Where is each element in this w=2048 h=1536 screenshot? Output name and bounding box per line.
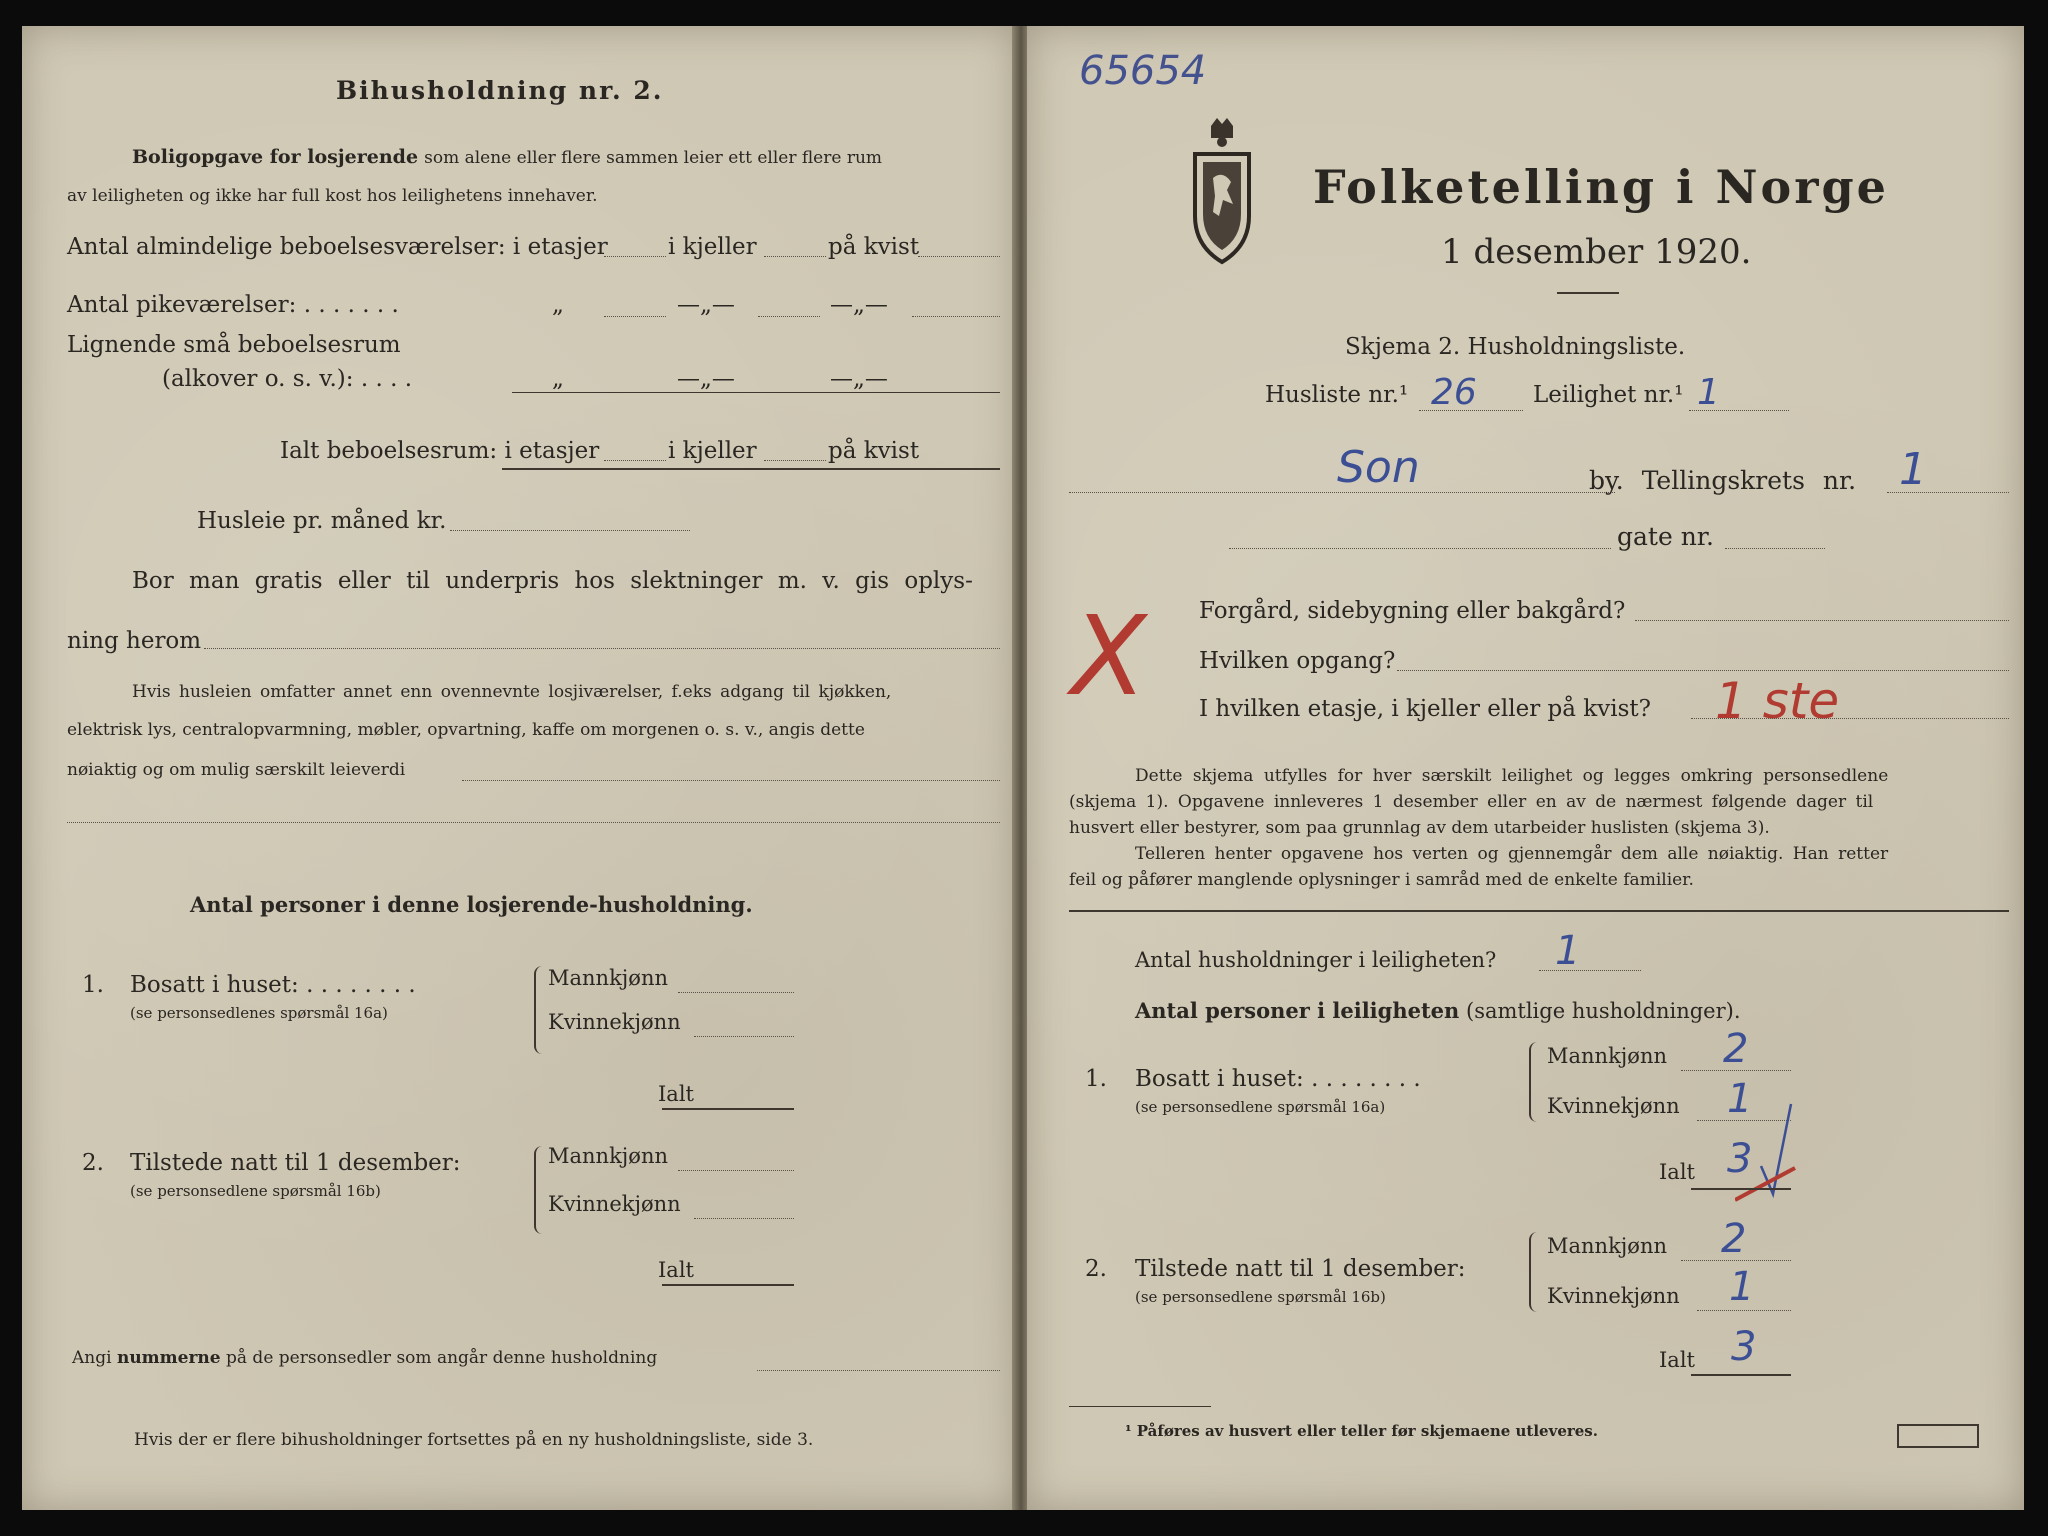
left-bosatt-label: Bosatt i huset: . . . . . . . . <box>130 972 416 998</box>
pike-ditto-2: —„— <box>677 292 735 318</box>
husliste-label: Husliste nr.¹ <box>1265 382 1409 408</box>
ialt-kjeller-label: i kjeller <box>668 438 757 464</box>
left-tilstede-sub: (se personsedlene spørsmål 16b) <box>130 1182 381 1200</box>
rooms-etasjer-line <box>604 256 666 257</box>
right-bosatt-ialt-label: Ialt <box>1659 1160 1695 1184</box>
left-tilstede-ialt-line <box>662 1284 794 1286</box>
pike-ditto-1: „ <box>552 292 564 318</box>
title-rule <box>1557 292 1619 294</box>
persons-rest: (samtlige husholdninger). <box>1466 999 1741 1023</box>
leilighet-label: Leilighet nr.¹ <box>1533 382 1684 408</box>
rooms-kvist-line <box>918 256 1000 257</box>
rooms-kjeller-label: i kjeller <box>668 234 757 260</box>
gate-nr-line <box>1725 548 1825 549</box>
right-tilstede-mann-line <box>1681 1260 1791 1261</box>
left-tilstede-kvinne-label: Kvinnekjønn <box>548 1192 681 1216</box>
right-tilstede-brace <box>1529 1232 1541 1312</box>
right-page <box>1027 26 2024 1510</box>
leilighet-line <box>1689 410 1789 411</box>
persons-heading <box>1135 998 1741 1023</box>
lignende-underline <box>512 392 1000 393</box>
opgang-line <box>1397 670 2009 671</box>
city-line <box>1069 492 1615 493</box>
bor-line <box>204 648 1000 649</box>
left-bosatt-kvinne-line <box>694 1036 794 1037</box>
angi-post: på de personsedler som angår denne husholdning <box>226 1348 658 1368</box>
etasje-line <box>1691 718 2009 719</box>
gate-label: gate nr. <box>1617 522 1714 551</box>
lignende-ditto-3: —„— <box>830 366 888 392</box>
left-tilstede-num: 2. <box>82 1150 104 1176</box>
antal-hush-label: Antal husholdninger i leiligheten? <box>1135 948 1497 972</box>
rooms-label: Antal almindelige beboelsesværelser: i etasjer <box>67 234 608 260</box>
lignende-line-2: (alkover o. s. v.): . . . . <box>162 366 413 392</box>
bor-line-2: ning herom <box>67 628 202 654</box>
rooms-kvist-label: på kvist <box>828 234 920 260</box>
angi-line-fill <box>757 1370 1000 1371</box>
right-tilstede-ialt-line <box>1691 1374 1791 1376</box>
by-tellingskrets-label: by. Tellingskrets nr. <box>1589 466 1857 495</box>
footnote-rule <box>1069 1406 1211 1407</box>
left-persons-heading: Antal personer i denne losjerende-husholdning. <box>190 892 753 917</box>
ialt-rooms-label: Ialt beboelsesrum: i etasjer <box>280 438 600 464</box>
intro-line-1 <box>132 146 882 168</box>
right-tilstede-num: 2. <box>1085 1256 1107 1282</box>
right-bosatt-mann-value: 2 <box>1723 1026 1749 1072</box>
right-bosatt-brace <box>1529 1042 1541 1122</box>
pike-line-3 <box>912 316 1000 317</box>
bor-line-1: Bor man gratis eller til underpris hos slektninger m. v. gis oplys- <box>132 568 973 594</box>
right-bosatt-ialt-line <box>1691 1188 1791 1190</box>
city-value: Son <box>1337 442 1420 493</box>
right-bosatt-sub: (se personsedlene spørsmål 16a) <box>1135 1098 1386 1116</box>
left-bosatt-mann-line <box>678 992 794 993</box>
antal-hush-value: 1 <box>1555 928 1581 974</box>
info-line-3: husvert eller bestyrer, som paa grunnlag av dem utarbeider huslisten (skjema 3). <box>1069 818 1770 838</box>
left-bosatt-brace <box>534 966 546 1054</box>
forgard-label: Forgård, sidebygning eller bakgård? <box>1199 598 1626 624</box>
right-tilstede-kvinne-line <box>1697 1310 1791 1311</box>
ialt-kvist-label: på kvist <box>828 438 920 464</box>
rooms-kjeller-line <box>764 256 826 257</box>
persons-bold: Antal personer i leiligheten <box>1135 998 1460 1023</box>
info-line-5: feil og påfører manglende oplysninger i samråd med de enkelte familier. <box>1069 870 1694 890</box>
hvis-line-3: nøiaktig og om mulig særskilt leieverdi <box>67 760 406 780</box>
left-bosatt-ialt-line <box>662 1108 794 1110</box>
pike-ditto-3: —„— <box>830 292 888 318</box>
left-tilstede-ialt-label: Ialt <box>658 1258 694 1282</box>
right-bosatt-kvinne-value: 1 <box>1727 1076 1753 1122</box>
angi-line <box>72 1348 657 1368</box>
pike-line-2 <box>758 316 820 317</box>
right-tilstede-sub: (se personsedlene spørsmål 16b) <box>1135 1288 1386 1306</box>
opgang-label: Hvilken opgang? <box>1199 648 1396 674</box>
coat-of-arms-icon <box>1189 116 1255 266</box>
right-bosatt-mann-label: Mannkjønn <box>1547 1044 1668 1068</box>
left-tilstede-mann-line <box>678 1170 794 1171</box>
hvis-line-1: Hvis husleien omfatter annet enn ovennevnte losjiværelser, f.eks adgang til kjøkken, <box>132 682 892 702</box>
left-bosatt-kvinne-label: Kvinnekjønn <box>548 1010 681 1034</box>
right-bosatt-num: 1. <box>1085 1066 1107 1092</box>
husliste-line <box>1419 410 1523 411</box>
intro-line-2: av leiligheten og ikke har full kost hos leilighetens innehaver. <box>67 186 598 206</box>
right-bosatt-mann-line <box>1681 1070 1791 1071</box>
husleie-line <box>450 530 690 531</box>
right-bosatt-label: Bosatt i huset: . . . . . . . . <box>1135 1066 1421 1092</box>
right-tilstede-mann-label: Mannkjønn <box>1547 1234 1668 1258</box>
left-tilstede-label: Tilstede natt til 1 desember: <box>130 1150 461 1176</box>
forgard-line <box>1635 620 2009 621</box>
left-bosatt-num: 1. <box>82 972 104 998</box>
hvis-extra-line <box>67 822 1000 823</box>
ialt-rooms-underline <box>502 468 1000 470</box>
red-check-mark: X <box>1071 592 1147 720</box>
right-tilstede-ialt-value: 3 <box>1731 1324 1757 1370</box>
right-bosatt-kvinne-label: Kvinnekjønn <box>1547 1094 1680 1118</box>
left-bosatt-sub: (se personsedlenes spørsmål 16a) <box>130 1004 388 1022</box>
schema-label: Skjema 2. Husholdningsliste. <box>1345 334 1686 360</box>
antal-hush-line <box>1539 970 1641 971</box>
left-bosatt-mann-label: Mannkjønn <box>548 966 669 990</box>
right-title: Folketelling i Norge <box>1313 160 1889 214</box>
pike-line-1 <box>604 316 666 317</box>
archive-number: 65654 <box>1079 48 1207 94</box>
right-tilstede-ialt-label: Ialt <box>1659 1348 1695 1372</box>
angi-pre: Angi <box>72 1348 112 1368</box>
left-bosatt-ialt-label: Ialt <box>658 1082 694 1106</box>
footnote: ¹ Påføres av husvert eller teller før skjemaene utleveres. <box>1125 1422 1598 1440</box>
left-tilstede-brace <box>534 1146 546 1234</box>
lignende-line-1: Lignende små beboelsesrum <box>67 332 401 358</box>
intro-bold: Boligopgave for losjerende <box>132 146 419 168</box>
info-line-1: Dette skjema utfylles for hver særskilt leilighet og legges omkring personsedlene <box>1135 766 1889 786</box>
husleie-label: Husleie pr. måned kr. <box>197 508 447 534</box>
hvis-line-2: elektrisk lys, centralopvarmning, møbler, opvartning, kaffe om morgenen o. s. v., angis dette <box>67 720 865 740</box>
right-tilstede-kvinne-value: 1 <box>1729 1264 1755 1310</box>
gate-line <box>1229 548 1611 549</box>
tellingskrets-line <box>1887 492 2009 493</box>
lignende-ditto-2: —„— <box>677 366 735 392</box>
husliste-value: 26 <box>1431 372 1477 413</box>
right-bosatt-ialt-value: 3 <box>1727 1136 1753 1182</box>
right-tilstede-mann-value: 2 <box>1721 1216 1747 1262</box>
right-tilstede-label: Tilstede natt til 1 desember: <box>1135 1256 1466 1282</box>
intro-rest: som alene eller flere sammen leier ett eller flere rum <box>424 148 883 168</box>
info-rule <box>1069 910 2009 912</box>
left-tilstede-kvinne-line <box>694 1218 794 1219</box>
pike-label: Antal pikeværelser: . . . . . . . <box>67 292 399 318</box>
leilighet-value: 1 <box>1697 372 1720 413</box>
ialt-kjeller-line <box>764 460 826 461</box>
left-footer: Hvis der er flere bihusholdninger fortsettes på en ny husholdningsliste, side 3. <box>134 1430 814 1450</box>
tellingskrets-value: 1 <box>1899 444 1927 495</box>
right-tilstede-kvinne-label: Kvinnekjønn <box>1547 1284 1680 1308</box>
etasje-label: I hvilken etasje, i kjeller eller på kvist? <box>1199 696 1651 722</box>
tick-marks-icon <box>1735 1098 1815 1208</box>
angi-bold: nummerne <box>116 1348 221 1368</box>
left-title: Bihusholdning nr. 2. <box>336 76 664 105</box>
left-page <box>22 26 1017 1510</box>
left-tilstede-mann-label: Mannkjønn <box>548 1144 669 1168</box>
lignende-ditto-1: „ <box>552 366 564 392</box>
info-line-2: (skjema 1). Opgavene innleveres 1 desember eller en av de nærmest følgende dager til <box>1069 792 1874 812</box>
printer-stamp-icon <box>1897 1424 1979 1448</box>
ialt-etasjer-line <box>604 460 666 461</box>
etasje-value: 1 ste <box>1715 672 1840 730</box>
hvis-line <box>462 780 1000 781</box>
info-line-4: Telleren henter opgavene hos verten og gjennemgår dem alle nøiaktig. Han retter <box>1135 844 1889 864</box>
census-date: 1 desember 1920. <box>1441 232 1752 272</box>
